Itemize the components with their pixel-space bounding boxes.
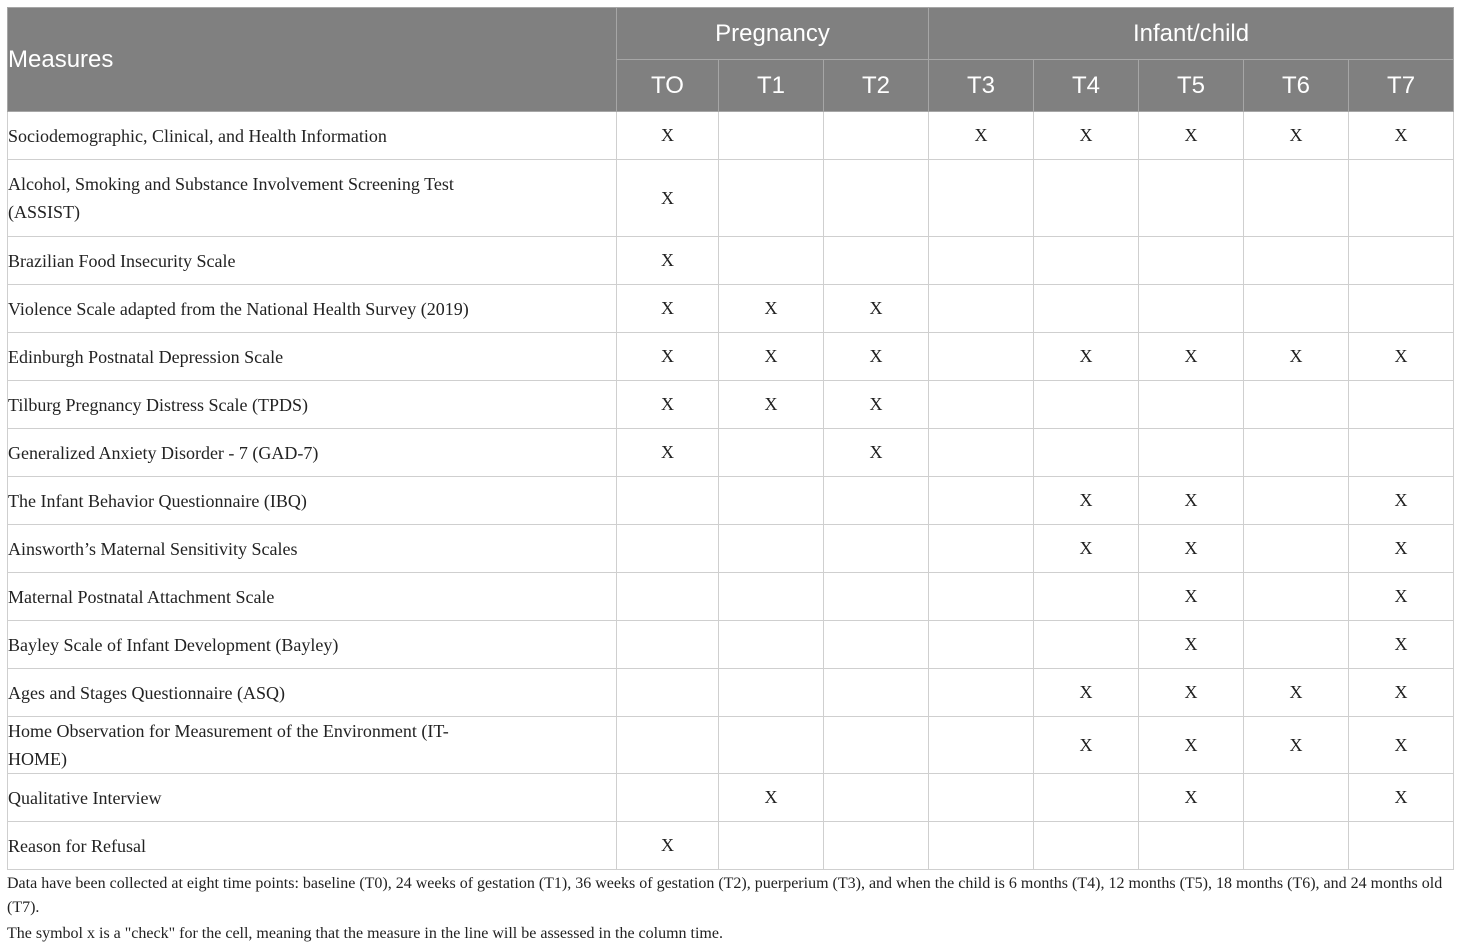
check-cell-t3: [929, 717, 1034, 774]
measure-name-cell: [8, 285, 617, 333]
check-cell-t1: X: [719, 285, 824, 333]
check-cell-t5: [1139, 160, 1244, 237]
check-cell-to: X: [617, 429, 719, 477]
table-row: [8, 774, 1454, 822]
check-cell-t6: [1244, 237, 1349, 285]
measure-name: Maternal Postnatal Attachment Scale: [8, 586, 275, 607]
check-cell-t5: X: [1139, 621, 1244, 669]
check-cell-t1: [719, 573, 824, 621]
check-cell-t7: X: [1349, 669, 1454, 717]
footnote-check-symbol: The symbol x is a "check" for the cell, meaning that the measure in the line will be assessed in the column time.: [7, 925, 723, 942]
check-cell-t5: X: [1139, 333, 1244, 381]
measure-name-cell: [8, 333, 617, 381]
check-cell-t6: [1244, 429, 1349, 477]
check-cell-t7: X: [1349, 573, 1454, 621]
measure-name-cell: [8, 477, 617, 525]
table-row: [8, 429, 1454, 477]
check-cell-to: [617, 717, 719, 774]
check-cell-t2: X: [824, 429, 929, 477]
check-cell-t5: [1139, 237, 1244, 285]
measure-name-cell: [8, 237, 617, 285]
check-cell-t2: [824, 237, 929, 285]
table-body: [8, 112, 1454, 870]
check-cell-t7: [1349, 429, 1454, 477]
check-cell-t7: X: [1349, 112, 1454, 160]
measure-name: Violence Scale adapted from the National Health Survey (2019): [8, 298, 469, 319]
table-row: [8, 112, 1454, 160]
check-cell-t7: [1349, 381, 1454, 429]
measure-name: Home Observation for Measurement of the Environment (IT-HOME): [8, 721, 449, 769]
check-cell-t3: [929, 285, 1034, 333]
check-cell-t7: X: [1349, 477, 1454, 525]
measure-name-cell: [8, 429, 617, 477]
check-cell-t2: X: [824, 333, 929, 381]
check-cell-t1: [719, 717, 824, 774]
check-cell-t6: X: [1244, 112, 1349, 160]
check-cell-t5: [1139, 822, 1244, 870]
measure-name-cell: [8, 822, 617, 870]
time-header-t2: T2: [824, 60, 929, 112]
check-cell-t3: [929, 160, 1034, 237]
check-cell-t4: X: [1034, 477, 1139, 525]
check-cell-t4: X: [1034, 525, 1139, 573]
check-cell-to: [617, 573, 719, 621]
check-cell-t7: [1349, 822, 1454, 870]
check-cell-t7: X: [1349, 333, 1454, 381]
table-row: [8, 621, 1454, 669]
check-cell-t1: X: [719, 774, 824, 822]
table-row: [8, 285, 1454, 333]
check-cell-t4: X: [1034, 112, 1139, 160]
table-row: [8, 160, 1454, 237]
check-cell-t3: [929, 429, 1034, 477]
table-row: [8, 573, 1454, 621]
check-cell-t3: [929, 822, 1034, 870]
check-cell-t5: X: [1139, 525, 1244, 573]
time-header-t7: T7: [1349, 60, 1454, 112]
check-cell-t6: X: [1244, 669, 1349, 717]
check-cell-t4: [1034, 822, 1139, 870]
check-cell-t1: [719, 822, 824, 870]
measure-name-cell: [8, 112, 617, 160]
measure-name: Ages and Stages Questionnaire (ASQ): [8, 682, 285, 703]
check-cell-to: X: [617, 822, 719, 870]
check-cell-t4: [1034, 573, 1139, 621]
table-row: [8, 525, 1454, 573]
check-cell-t5: X: [1139, 477, 1244, 525]
measure-name: Qualitative Interview: [8, 787, 162, 808]
check-cell-t2: [824, 573, 929, 621]
time-header-t3: T3: [929, 60, 1034, 112]
check-cell-t3: [929, 669, 1034, 717]
check-cell-t2: [824, 477, 929, 525]
check-cell-t3: [929, 237, 1034, 285]
check-cell-t6: [1244, 160, 1349, 237]
check-cell-t7: X: [1349, 774, 1454, 822]
check-cell-t3: [929, 381, 1034, 429]
footnote-time-points: Data have been collected at eight time points: baseline (T0), 24 weeks of gestation (T1), 36 weeks of gestation (T2), puerperium (T3), and when the child is 6 months (T4), 12 months (T5), 18 months (T6), and 24 months old (T7).: [7, 875, 1443, 916]
check-cell-to: X: [617, 381, 719, 429]
check-cell-t1: [719, 429, 824, 477]
check-cell-t6: [1244, 525, 1349, 573]
measure-name: Ainsworth’s Maternal Sensitivity Scales: [8, 538, 298, 559]
check-cell-t4: X: [1034, 717, 1139, 774]
measure-name: Reason for Refusal: [8, 835, 146, 856]
check-cell-t7: [1349, 285, 1454, 333]
measure-name-cell: [8, 717, 617, 774]
table-row: [8, 717, 1454, 774]
check-cell-t2: [824, 112, 929, 160]
check-cell-t6: [1244, 774, 1349, 822]
measure-name-cell: [8, 669, 617, 717]
check-cell-t3: [929, 525, 1034, 573]
check-cell-t3: [929, 477, 1034, 525]
measure-name: Edinburgh Postnatal Depression Scale: [8, 346, 284, 367]
check-cell-t2: [824, 822, 929, 870]
group-header-infant-child: Infant/child: [929, 8, 1454, 60]
check-cell-to: [617, 669, 719, 717]
check-cell-t1: X: [719, 333, 824, 381]
measure-name-cell: [8, 160, 617, 237]
time-header-t6: T6: [1244, 60, 1349, 112]
measure-name-cell: [8, 525, 617, 573]
check-cell-t5: [1139, 285, 1244, 333]
check-cell-t1: [719, 621, 824, 669]
check-cell-t6: [1244, 573, 1349, 621]
check-cell-t1: [719, 669, 824, 717]
table-row: [8, 333, 1454, 381]
check-cell-t5: X: [1139, 717, 1244, 774]
check-cell-t7: [1349, 160, 1454, 237]
check-cell-t4: [1034, 160, 1139, 237]
check-cell-t7: X: [1349, 717, 1454, 774]
measure-name-cell: [8, 381, 617, 429]
check-cell-to: [617, 621, 719, 669]
check-cell-t1: [719, 112, 824, 160]
table-row: [8, 669, 1454, 717]
check-cell-t6: [1244, 285, 1349, 333]
measure-name: Bayley Scale of Infant Development (Bayley): [8, 634, 339, 655]
check-cell-t2: X: [824, 285, 929, 333]
check-cell-t5: X: [1139, 774, 1244, 822]
check-cell-to: X: [617, 112, 719, 160]
check-cell-t2: [824, 621, 929, 669]
check-cell-t5: [1139, 429, 1244, 477]
check-cell-t4: [1034, 381, 1139, 429]
check-cell-t2: X: [824, 381, 929, 429]
check-cell-t3: [929, 774, 1034, 822]
check-cell-t1: X: [719, 381, 824, 429]
check-cell-to: X: [617, 333, 719, 381]
check-cell-to: [617, 477, 719, 525]
check-cell-t1: [719, 160, 824, 237]
measure-name-cell: [8, 774, 617, 822]
measure-name: Generalized Anxiety Disorder - 7 (GAD-7): [8, 442, 319, 463]
check-cell-t4: X: [1034, 669, 1139, 717]
measure-name: Sociodemographic, Clinical, and Health Information: [8, 125, 387, 146]
check-cell-to: [617, 774, 719, 822]
table-row: [8, 477, 1454, 525]
group-header-pregnancy: Pregnancy: [617, 8, 929, 60]
check-cell-t5: X: [1139, 112, 1244, 160]
check-cell-t6: [1244, 477, 1349, 525]
check-cell-to: X: [617, 285, 719, 333]
check-cell-t2: [824, 774, 929, 822]
check-cell-t6: [1244, 621, 1349, 669]
check-cell-t3: [929, 573, 1034, 621]
time-header-t1: T1: [719, 60, 824, 112]
time-header-t4: T4: [1034, 60, 1139, 112]
check-cell-to: X: [617, 237, 719, 285]
check-cell-t5: X: [1139, 573, 1244, 621]
check-cell-t2: [824, 525, 929, 573]
check-cell-t5: [1139, 381, 1244, 429]
check-cell-t7: X: [1349, 621, 1454, 669]
check-cell-t2: [824, 717, 929, 774]
time-header-t5: T5: [1139, 60, 1244, 112]
measure-name: Brazilian Food Insecurity Scale: [8, 250, 236, 271]
check-cell-t4: X: [1034, 333, 1139, 381]
check-cell-to: X: [617, 160, 719, 237]
table-row: [8, 237, 1454, 285]
check-cell-t4: [1034, 237, 1139, 285]
check-cell-t3: X: [929, 112, 1034, 160]
check-cell-t3: [929, 621, 1034, 669]
table-row: [8, 822, 1454, 870]
measure-name: Tilburg Pregnancy Distress Scale (TPDS): [8, 394, 308, 415]
measure-name: The Infant Behavior Questionnaire (IBQ): [8, 490, 307, 511]
check-cell-t2: [824, 669, 929, 717]
measure-name-cell: [8, 621, 617, 669]
check-cell-t7: X: [1349, 525, 1454, 573]
check-cell-t4: [1034, 621, 1139, 669]
check-cell-t1: [719, 477, 824, 525]
check-cell-t4: [1034, 285, 1139, 333]
table-row: [8, 381, 1454, 429]
check-cell-t1: [719, 525, 824, 573]
measures-column-header: Measures: [8, 8, 617, 112]
check-cell-t2: [824, 160, 929, 237]
check-cell-t7: [1349, 237, 1454, 285]
check-cell-t6: [1244, 381, 1349, 429]
check-cell-t1: [719, 237, 824, 285]
measure-name-cell: [8, 573, 617, 621]
check-cell-t4: [1034, 429, 1139, 477]
measures-table: [7, 7, 1454, 870]
check-cell-t4: [1034, 774, 1139, 822]
check-cell-t6: X: [1244, 333, 1349, 381]
check-cell-t3: [929, 333, 1034, 381]
check-cell-t5: X: [1139, 669, 1244, 717]
check-cell-t6: [1244, 822, 1349, 870]
measure-name: Alcohol, Smoking and Substance Involvement Screening Test (ASSIST): [8, 174, 454, 222]
check-cell-t6: X: [1244, 717, 1349, 774]
time-header-t0: TO: [617, 60, 719, 112]
check-cell-to: [617, 525, 719, 573]
